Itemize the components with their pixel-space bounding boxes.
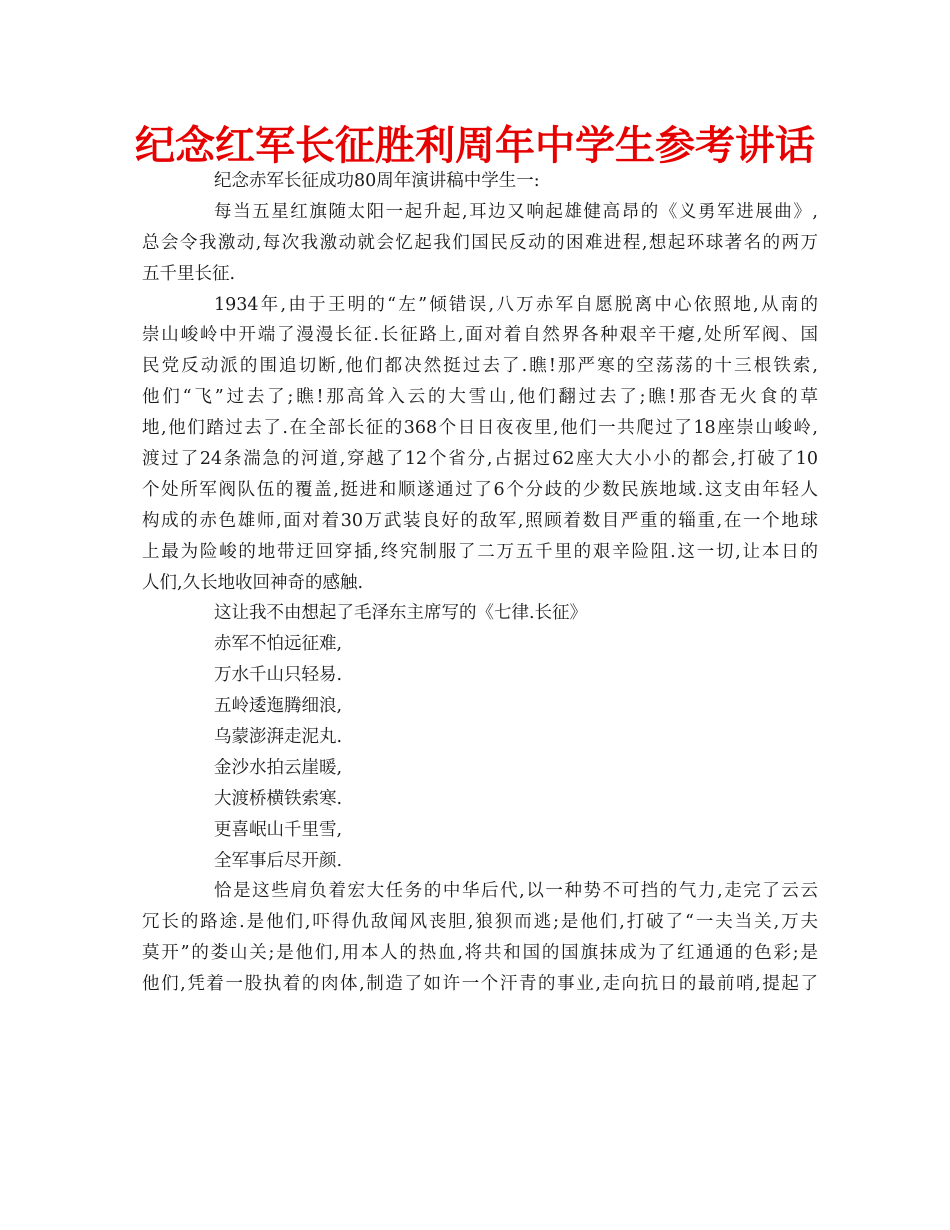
text-line: 个处所军阀队伍的覆盖,挺进和顺遂通过了6个分歧的少数民族地域.这支由年轻人 bbox=[142, 479, 818, 500]
text-line: 人们,久长地收回神奇的感触. bbox=[142, 572, 364, 593]
text-line: 恰是这些肩负着宏大任务的中华后代,以一种势不可挡的气力,走完了云云 bbox=[214, 881, 818, 902]
text-line: 渡过了24条湍急的河道,穿越了12个省分,占据过62座大大小小的都会,打破了10 bbox=[142, 449, 818, 470]
text-line: 民党反动派的围追切断,他们都决然挺过去了.瞧!那严寒的空荡荡的十三根铁索, bbox=[142, 356, 818, 377]
document-body bbox=[142, 166, 818, 1000]
text-line: 金沙水拍云崖暖, bbox=[214, 757, 343, 778]
document-title: 纪念红军长征胜利周年中学生参考讲话 bbox=[135, 123, 815, 169]
text-line: 每当五星红旗随太阳一起升起,耳边又响起雄健高昂的《义勇军进展曲》, bbox=[214, 201, 818, 222]
text-line: 这让我不由想起了毛泽东主席写的《七律.长征》 bbox=[214, 603, 588, 624]
text-line: 五千里长征. bbox=[142, 263, 236, 284]
text-line: 上最为险峻的地带迂回穿插,终究制服了二万五千里的艰辛险阻.这一切,让本日的 bbox=[142, 541, 818, 562]
text-line: 崇山峻岭中开端了漫漫长征.长征路上,面对着自然界各种艰辛干瘪,处所军阀、国 bbox=[142, 325, 818, 346]
text-line: 总会令我激动,每次我激动就会忆起我们国民反动的困难进程,想起环球著名的两万 bbox=[142, 232, 818, 253]
text-line: 1934年,由于王明的“左”倾错误,八万赤军自愿脱离中心依照地,从南的 bbox=[214, 294, 818, 315]
text-line: 冗长的路途.是他们,吓得仇敌闻风丧胆,狼狈而逃;是他们,打破了“一夫当关,万夫 bbox=[142, 912, 818, 933]
text-line: 乌蒙澎湃走泥丸. bbox=[214, 727, 343, 748]
text-line: 大渡桥横铁索寒. bbox=[214, 788, 343, 809]
text-line: 更喜岷山千里雪, bbox=[214, 819, 343, 840]
text-line: 全军事后尽开颜. bbox=[214, 850, 343, 871]
text-line: 他们“飞”过去了;瞧!那高耸入云的大雪山,他们翻过去了;瞧!那杳无火食的草 bbox=[142, 387, 818, 408]
text-line: 纪念赤军长征成功80周年演讲稿中学生一: bbox=[214, 171, 540, 191]
text-line: 莫开”的娄山关;是他们,用本人的热血,将共和国的国旗抹成为了红通通的色彩;是 bbox=[142, 943, 818, 964]
text-line: 赤军不怕远征难, bbox=[214, 634, 343, 655]
text-line: 他们,凭着一股执着的肉体,制造了如许一个汗青的事业,走向抗日的最前哨,提起了 bbox=[142, 974, 818, 995]
text-line: 万水千山只轻易. bbox=[214, 665, 343, 686]
text-line: 构成的赤色雄师,面对着30万武装良好的敌军,照顾着数目严重的辎重,在一个地球 bbox=[142, 510, 818, 531]
text-line: 地,他们踏过去了.在全部长征的368个日日夜夜里,他们一共爬过了18座崇山峻岭, bbox=[142, 418, 818, 439]
text-line: 五岭逶迤腾细浪, bbox=[214, 696, 343, 717]
